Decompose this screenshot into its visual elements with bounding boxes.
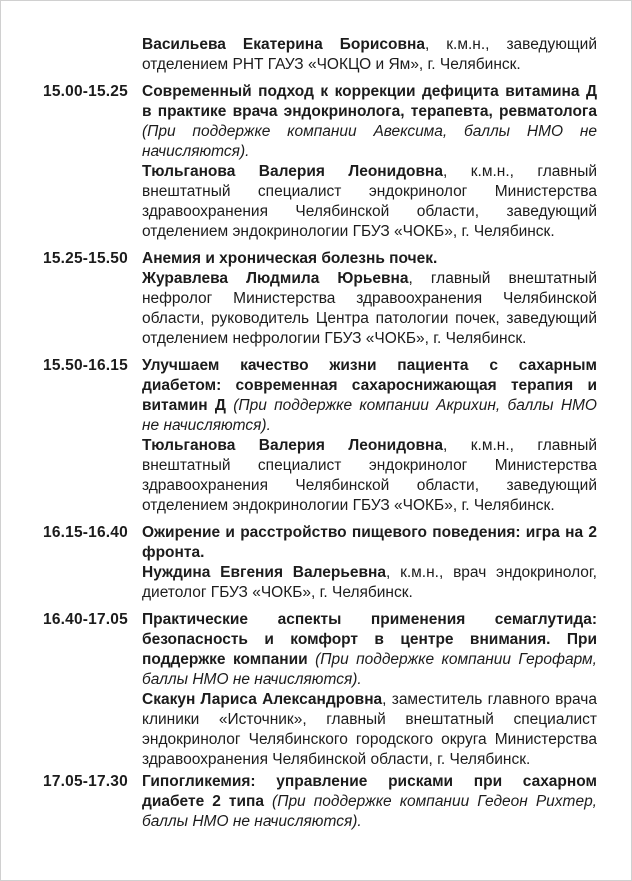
speaker-info xyxy=(142,269,597,349)
text-run-bold: Анемия и хроническая болезнь почек. xyxy=(142,250,438,267)
text-run-regular: , главный внештатный нефролог Министерства здравоохранения Челябинской области, руководитель Центра патологии почек, заведующий отделением нефрологии ГБУЗ «ЧОКБ», г. Челябинск. xyxy=(142,270,597,347)
session-time: 15.25-15.50 xyxy=(43,250,128,267)
session-title xyxy=(142,610,597,690)
session-details xyxy=(142,35,597,75)
session-title xyxy=(142,82,597,162)
text-run-bold: Практические аспекты применения семаглутида: безопасность и комфорт в центре внимания. При поддержке компании xyxy=(142,611,597,668)
speaker-info xyxy=(142,162,597,242)
schedule-item xyxy=(43,356,597,516)
session-details xyxy=(142,610,597,770)
text-run-bold: Нуждина Евгения Валерьевна xyxy=(142,564,386,581)
session-details xyxy=(142,523,597,603)
session-time: 16.15-16.40 xyxy=(43,524,128,541)
speaker-info xyxy=(142,436,597,516)
text-run-italic: (При поддержке компании Акрихин, баллы НМО не начисляются). xyxy=(142,397,597,434)
text-run-italic: (При поддержке компании Герофарм, баллы НМО не начисляются). xyxy=(142,651,597,688)
text-run-italic: (При поддержке компании Авексима, баллы НМО не начисляются). xyxy=(142,123,597,160)
session-details xyxy=(142,82,597,242)
schedule-item xyxy=(43,82,597,242)
session-details xyxy=(142,356,597,516)
schedule-item xyxy=(43,772,597,832)
text-run-regular: , к.м.н., главный внештатный специалист эндокринолог Министерства здравоохранения Челябинской области, заведующий отделением эндокринологии ГБУЗ «ЧОКБ», г. Челябинск. xyxy=(142,163,597,240)
text-run-bold: Ожирение и расстройство пищевого поведения: игра на 2 фронта. xyxy=(142,524,597,561)
text-run-bold: Тюльганова Валерия Леонидовна xyxy=(142,437,444,454)
text-run-bold: Тюльганова Валерия Леонидовна xyxy=(142,163,444,180)
session-title xyxy=(142,772,597,832)
schedule-list xyxy=(43,35,597,832)
text-run-bold: Современный подход к коррекции дефицита витамина Д в практике врача эндокринолога, терапевта, ревматолога xyxy=(142,83,597,120)
session-title xyxy=(142,249,597,269)
speaker-info xyxy=(142,563,597,603)
speaker-info xyxy=(142,690,597,770)
schedule-item xyxy=(43,35,597,75)
schedule-item xyxy=(43,523,597,603)
session-details xyxy=(142,249,597,349)
text-run-regular: , к.м.н., врач эндокринолог, диетолог ГБУЗ «ЧОКБ», г. Челябинск. xyxy=(142,564,597,601)
schedule-item xyxy=(43,610,597,770)
session-time: 15.00-15.25 xyxy=(43,83,128,100)
session-title xyxy=(142,356,597,436)
session-details xyxy=(142,772,597,832)
text-run-italic: (При поддержке компании Гедеон Рихтер, баллы НМО не начисляются). xyxy=(142,793,597,830)
text-run-bold: Гипогликемия: управление рисками при сахарном диабете 2 типа xyxy=(142,773,597,810)
text-run-bold: Улучшаем качество жизни пациента с сахарным диабетом: современная сахароснижающая терапия и витамин Д xyxy=(142,357,597,414)
schedule-item xyxy=(43,249,597,349)
text-run-regular: , к.м.н., заведующий отделением РНТ ГАУЗ «ЧОКЦО и Ям», г. Челябинск. xyxy=(142,36,597,73)
text-run-regular: , заместитель главного врача клиники «Источник», главный внештатный специалист эндокринолог Челябинского городского округа Министерства здравоохранения Челябинской области, г. Челябинск. xyxy=(142,691,597,768)
session-time: 15.50-16.15 xyxy=(43,357,128,374)
speaker-info xyxy=(142,35,597,75)
session-time: 17.05-17.30 xyxy=(43,773,128,790)
text-run-bold: Васильева Екатерина Борисовна xyxy=(142,36,425,53)
text-run-bold: Скакун Лариса Александровна xyxy=(142,691,383,708)
text-run-regular: , к.м.н., главный внештатный специалист эндокринолог Министерства здравоохранения Челябинской области, заведующий отделением эндокринологии ГБУЗ «ЧОКБ», г. Челябинск. xyxy=(142,437,597,514)
session-title xyxy=(142,523,597,563)
session-time: 16.40-17.05 xyxy=(43,611,128,628)
text-run-bold: Журавлева Людмила Юрьевна xyxy=(142,270,409,287)
